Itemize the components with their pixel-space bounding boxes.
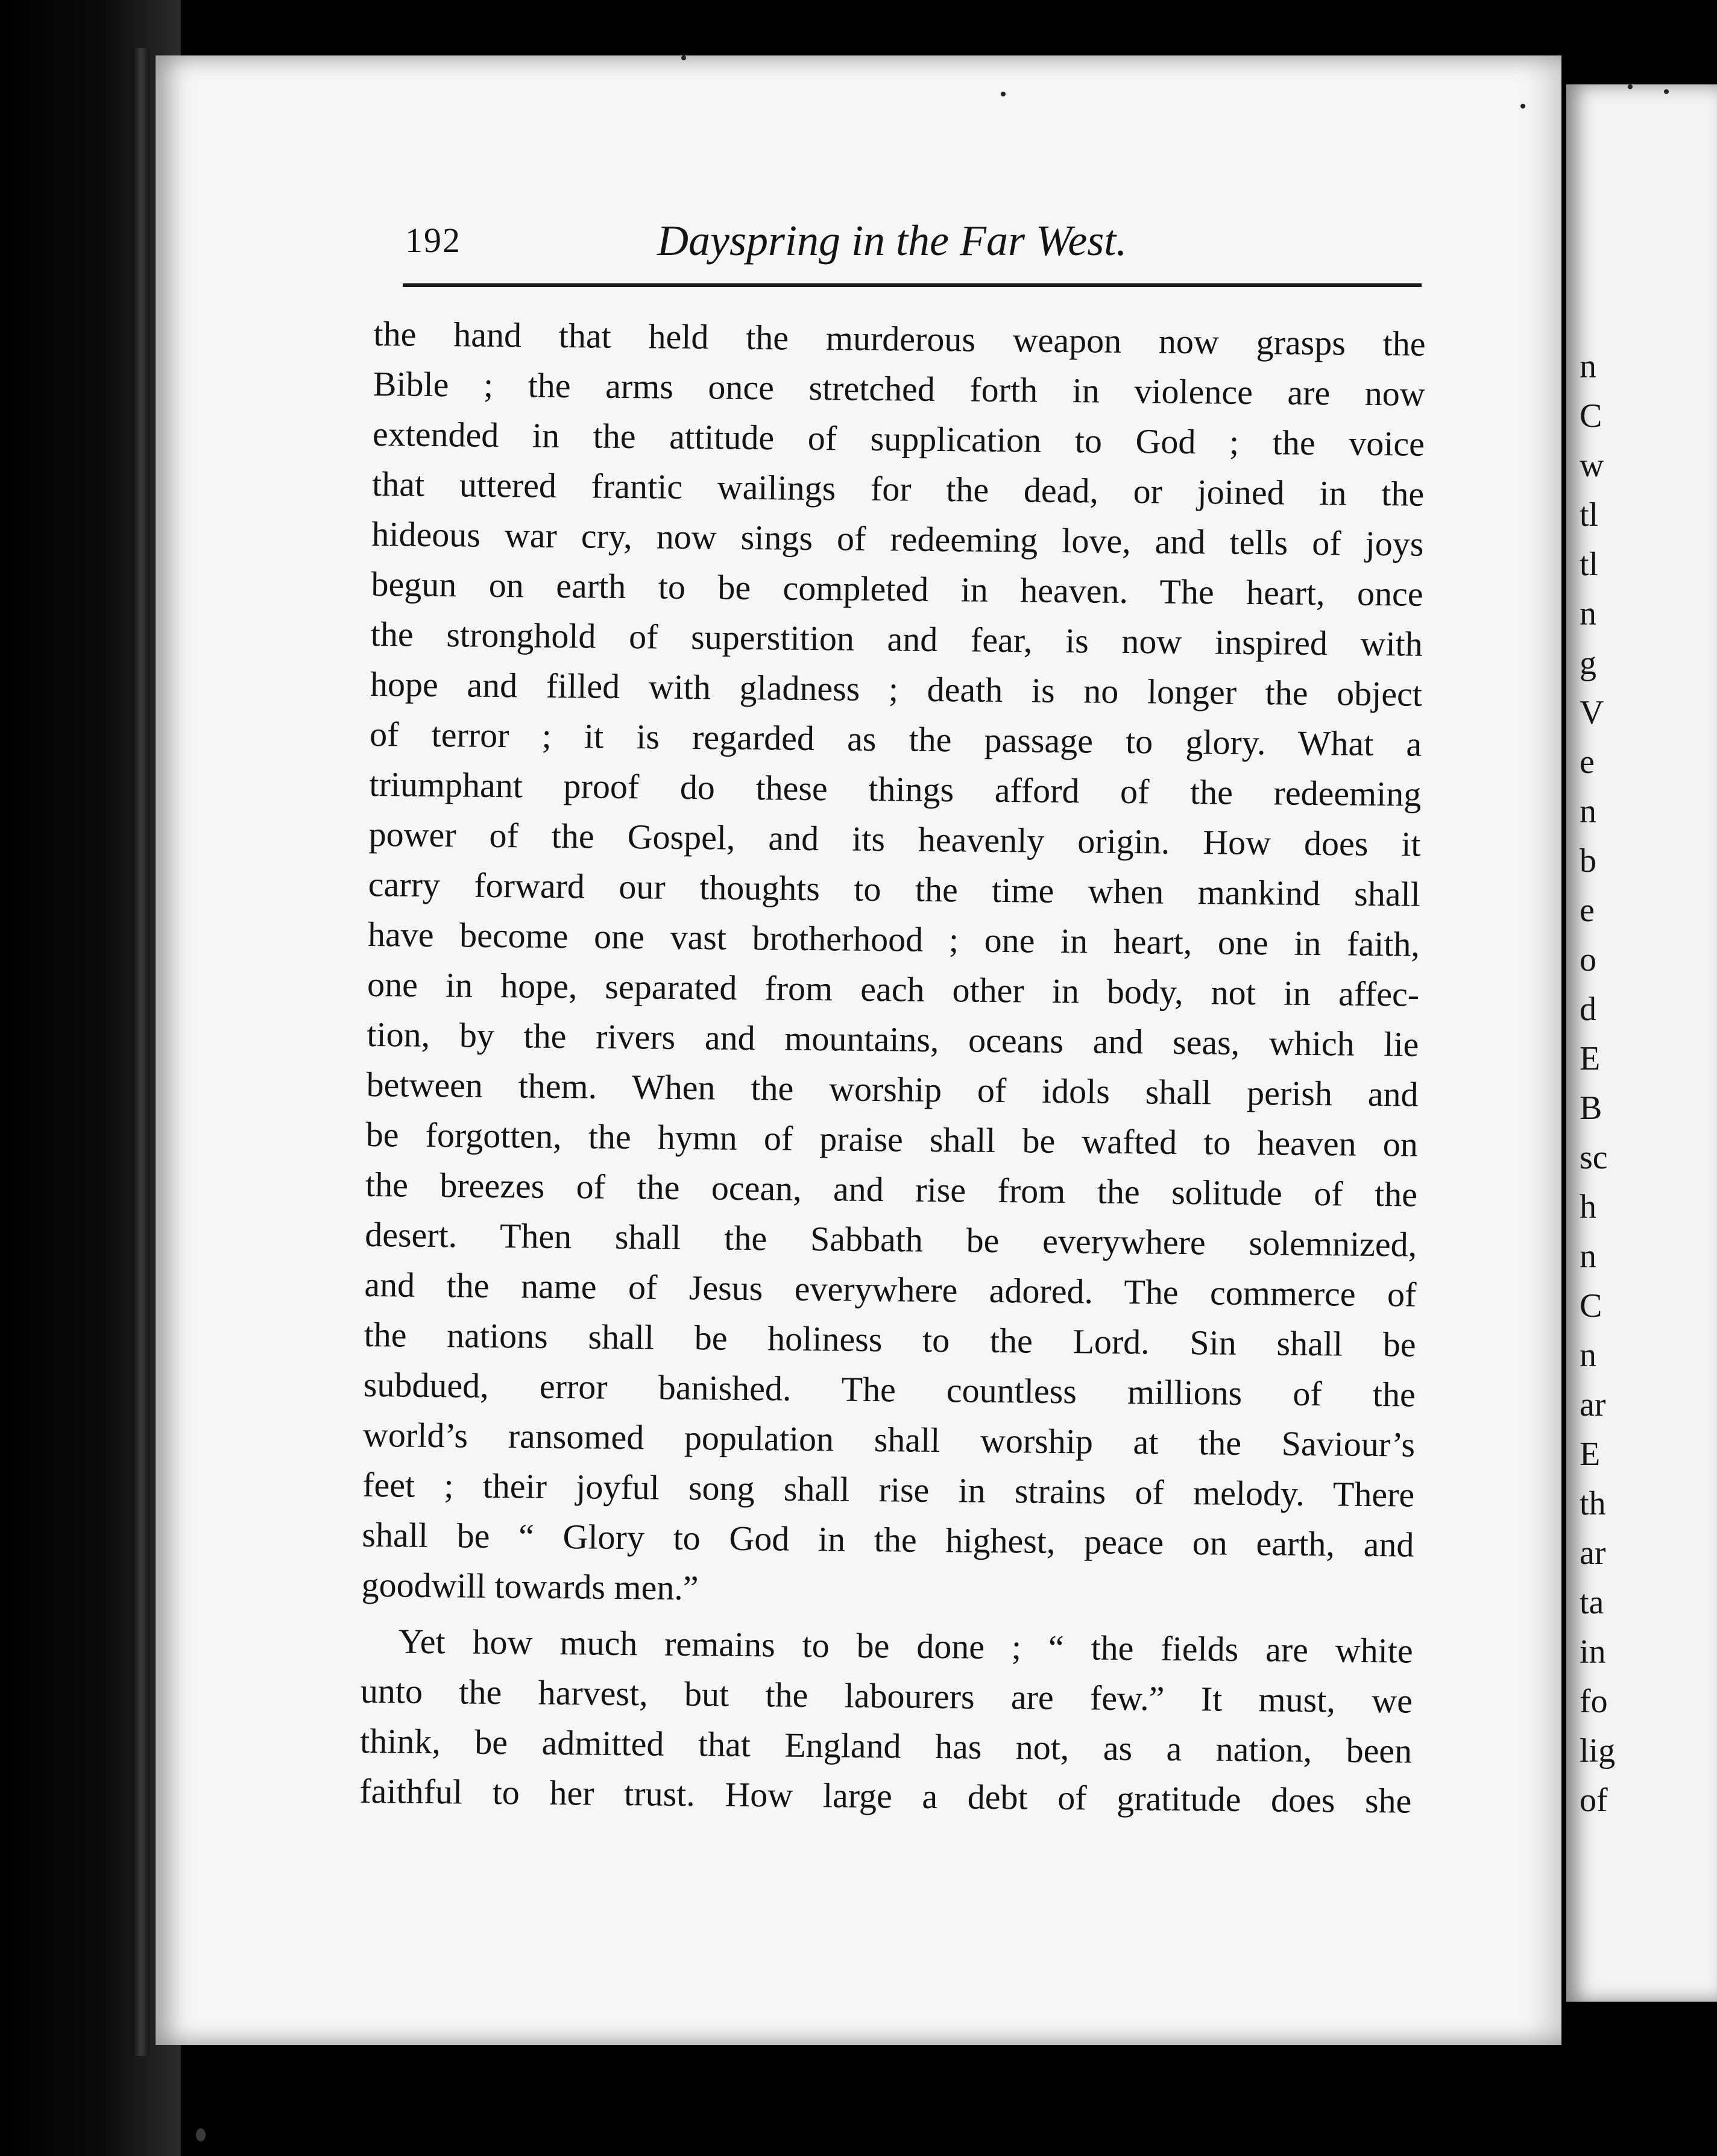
text-line: be forgotten, the hymn of praise shall be wafted to heaven on [365,1114,1419,1164]
facing-line: E [1580,1436,1601,1473]
page-number: 192 [405,221,461,260]
text-line: the nations shall be holiness to the Lord. Sin shall be [364,1314,1416,1364]
facing-line: n [1580,348,1596,385]
text-line: hope and filled with gladness ; death is no longer the object [370,664,1423,714]
facing-line: C [1580,397,1602,435]
text-line: power of the Gospel, and its heavenly origin. How does it [368,814,1421,864]
scan-speck [681,55,686,60]
facing-line: V [1580,694,1604,731]
text-line: world’s ransomed population shall worship at the Saviour’s [362,1414,1416,1464]
text-line: tion, by the rivers and mountains, oceans and seas, which lie [367,1014,1419,1064]
text-line: the breezes of the ocean, and rise from the solitude of the [365,1164,1418,1214]
facing-line: ar [1580,1534,1606,1572]
facing-page-fragment [1566,84,1717,2002]
facing-line: tl [1580,546,1599,583]
text-line: one in hope, separated from each other in body, not in affec- [367,964,1420,1014]
text-line: Bible ; the arms once stretched forth in violence are now [373,364,1426,414]
text-line: between them. When the worship of idols shall perish and [366,1064,1419,1114]
scan-speck [196,2128,206,2142]
body-text [359,309,1426,1826]
text-line: subdued, error banished. The countless millions of the [363,1364,1416,1414]
header-rule [403,283,1422,287]
text-line: the hand that held the murderous weapon now grasps the [373,314,1426,364]
text-line: Yet how much remains to be done ; “ the fields are white [398,1621,1414,1671]
facing-line: e [1580,892,1595,929]
text-line: begun on earth to be completed in heaven. The heart, once [371,564,1423,614]
facing-line: n [1580,1238,1596,1275]
facing-line: w [1580,447,1604,484]
facing-line: g [1580,645,1596,682]
text-line: think, be admitted that England has not, as a nation, been [359,1721,1413,1771]
text-line: unto the harvest, but the labourers are few.” It must, we [360,1671,1413,1721]
text-line: feet ; their joyful song shall rise in strains of melody. There [362,1464,1415,1515]
running-title: Dayspring in the Far West. [657,216,1127,265]
facing-line: d [1580,991,1596,1028]
text-line: shall be “ Glory to God in the highest, peace on earth, and [362,1515,1414,1565]
text-line: carry forward our thoughts to the time when mankind shall [368,864,1421,914]
facing-line: B [1580,1089,1602,1127]
facing-line: C [1580,1287,1602,1325]
facing-line: in [1580,1633,1606,1671]
facing-line: e [1580,743,1595,781]
facing-line: n [1580,595,1596,632]
facing-line: of [1580,1782,1608,1819]
scan-speck [1001,92,1006,96]
facing-line: o [1580,941,1596,979]
facing-line: n [1580,1337,1596,1374]
text-line: and the name of Jesus everywhere adored. The commerce of [364,1264,1417,1314]
facing-line: sc [1580,1139,1608,1176]
text-line: triumphant proof do these things afford of the redeeming [369,764,1422,814]
facing-line: ta [1580,1584,1604,1621]
scan-speck [1628,84,1633,89]
book-cover-edge [0,0,181,2156]
scan-speck [1520,104,1525,109]
text-line: extended in the attitude of supplication to God ; the voice [372,414,1425,464]
facing-line: E [1580,1040,1601,1077]
text-line: that uttered frantic wailings for the dead, or joined in the [371,464,1425,514]
facing-line: tl [1580,496,1599,534]
text-line: desert. Then shall the Sabbath be everywhere solemnized, [364,1214,1417,1264]
book-spine-shadow [133,48,150,2056]
text-line: the stronghold of superstition and fear, is now inspired with [370,614,1423,664]
scan-speck [1664,89,1669,94]
text-line: faithful to her trust. How large a debt of gratitude does she [359,1771,1412,1821]
facing-line: h [1580,1188,1596,1226]
text-line: have become one vast brotherhood ; one in heart, one in faith, [367,914,1420,964]
facing-line: b [1580,842,1596,880]
text-line: goodwill towards men.” [361,1565,699,1608]
facing-line: ar [1580,1386,1606,1423]
text-line: hideous war cry, now sings of redeeming love, and tells of joys [371,514,1424,564]
facing-line: fo [1580,1683,1608,1720]
text-line: of terror ; it is regarded as the passage to glory. What a [369,714,1422,764]
facing-line: lig [1580,1732,1616,1770]
facing-line: n [1580,793,1596,830]
facing-line: th [1580,1485,1606,1522]
